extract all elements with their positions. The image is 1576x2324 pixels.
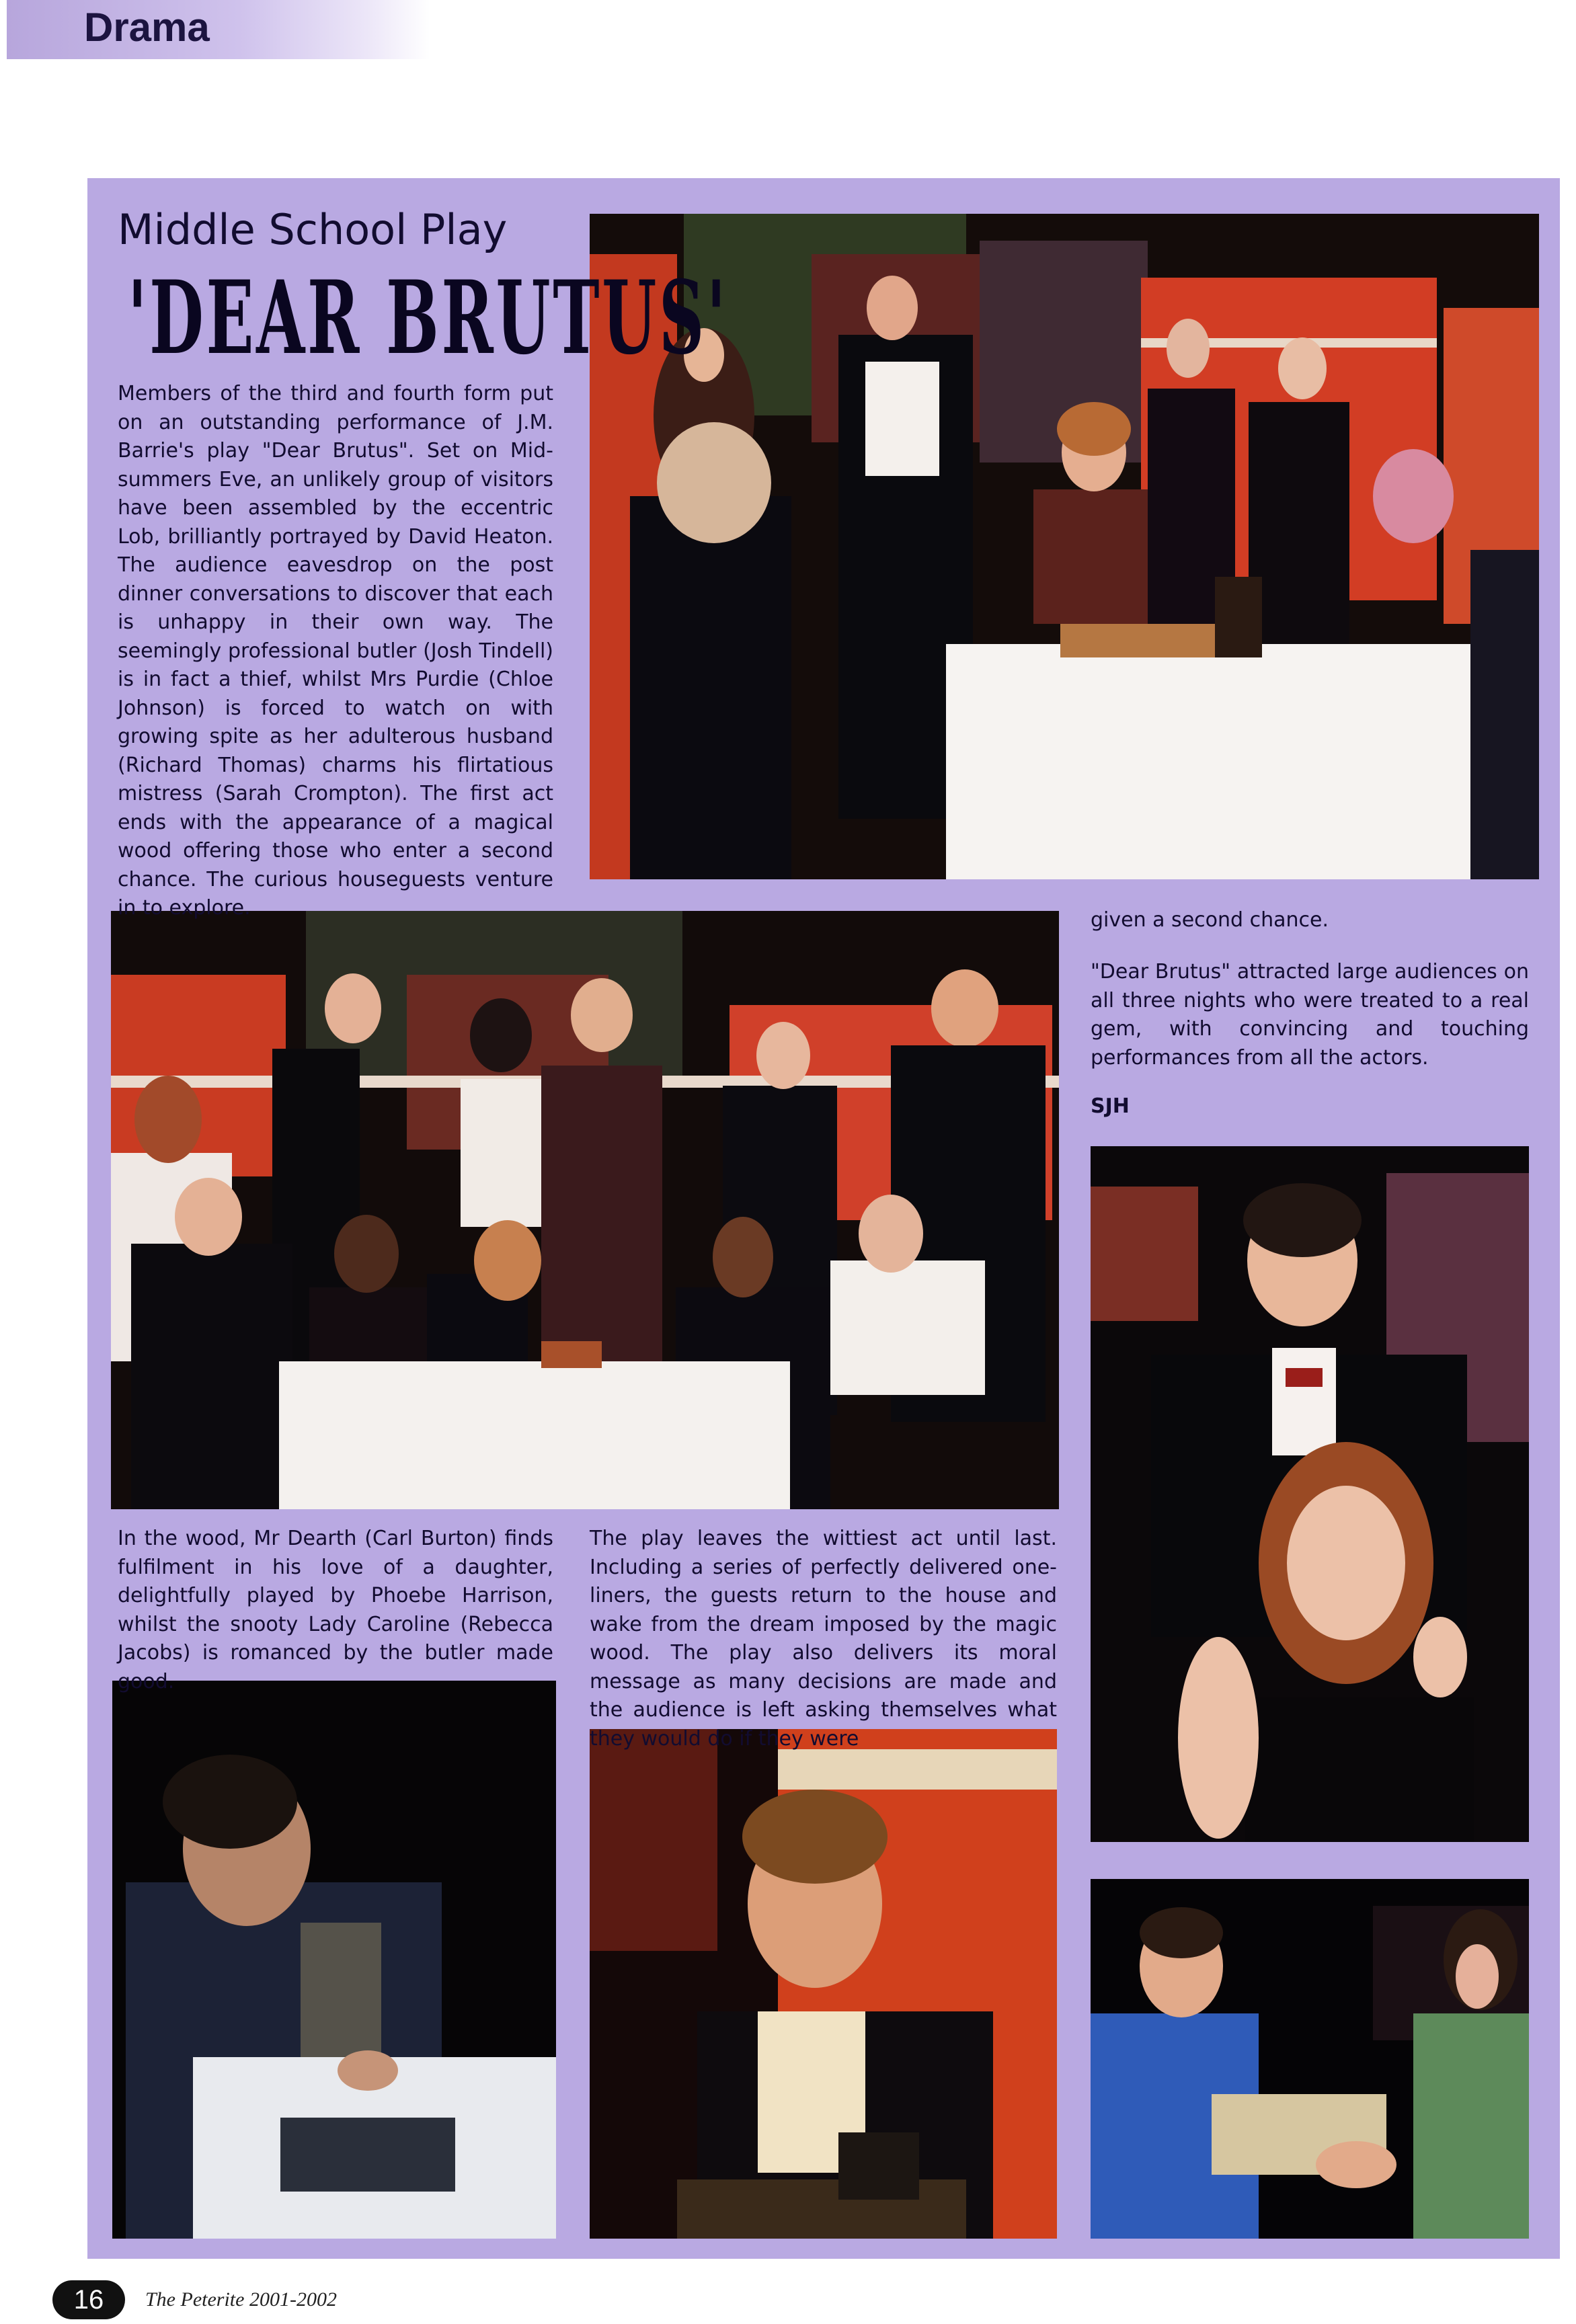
article-headline: 'DEAR BRUTUS' <box>128 259 729 377</box>
intro-paragraph: Members of the third and fourth form put on an outstanding performance of J.M. Barrie's play "Dear Brutus". Set on Mid-summers Eve, an unlikely group of visitors have been assembled by the eccentric Lob, brilliantly portrayed by David Heaton. The audience eavesdrop on the post dinner conversations to discover that each is unhappy in their own way. The seemingly professional butler (Josh Tindell) is in fact a thief, whilst Mrs Purdie (Chloe Johnson) is forced to watch on with growing spite as her adulterous husband (Richard Thomas) charms his flirtatious mistress (Sarah Crompton). The first act ends with the appearance of a magical wood offering those who enter a second chance. The curious houseguests venture in to explore. <box>118 382 553 920</box>
wood-paragraph: In the wood, Mr Dearth (Carl Burton) finds fulfilment in his love of a daughter, delightfully played by Phoebe Harrison, whilst the snooty Lady Caroline (Rebecca Jacobs) is romanced by the butler made good. <box>118 1527 553 1693</box>
article-kicker: Middle School Play <box>118 205 508 254</box>
final-act-paragraph: The play leaves the wittiest act until last. Including a series of perfectly delivered one-liners, the guests return to the house and wake from the dream imposed by the magic wood. The play also delivers its moral message as many decisions are made and the audience is left asking themselves what they would do if they were <box>590 1527 1057 1751</box>
photo-prompter-with-script <box>112 1681 556 2239</box>
photo-dinner-scene <box>590 214 1539 879</box>
section-label: Drama <box>84 5 210 50</box>
photo-cast-group <box>111 911 1059 1509</box>
second-chance-continuation: given a second chance. <box>1091 908 1329 932</box>
page-number-badge: 16 <box>52 2280 125 2319</box>
photo-butler-and-lady <box>1091 1146 1529 1842</box>
photo-actor-at-table <box>590 1729 1057 2239</box>
author-signature: SJH <box>1091 1094 1130 1118</box>
section-tab <box>7 0 430 59</box>
photo-couple-holding-hands <box>1091 1879 1529 2239</box>
publication-title: The Peterite 2001-2002 <box>145 2288 337 2311</box>
audience-paragraph: "Dear Brutus" attracted large audiences on all three nights who were treated to a real gem, with convincing and touching performances from all the actors. <box>1091 960 1529 1070</box>
